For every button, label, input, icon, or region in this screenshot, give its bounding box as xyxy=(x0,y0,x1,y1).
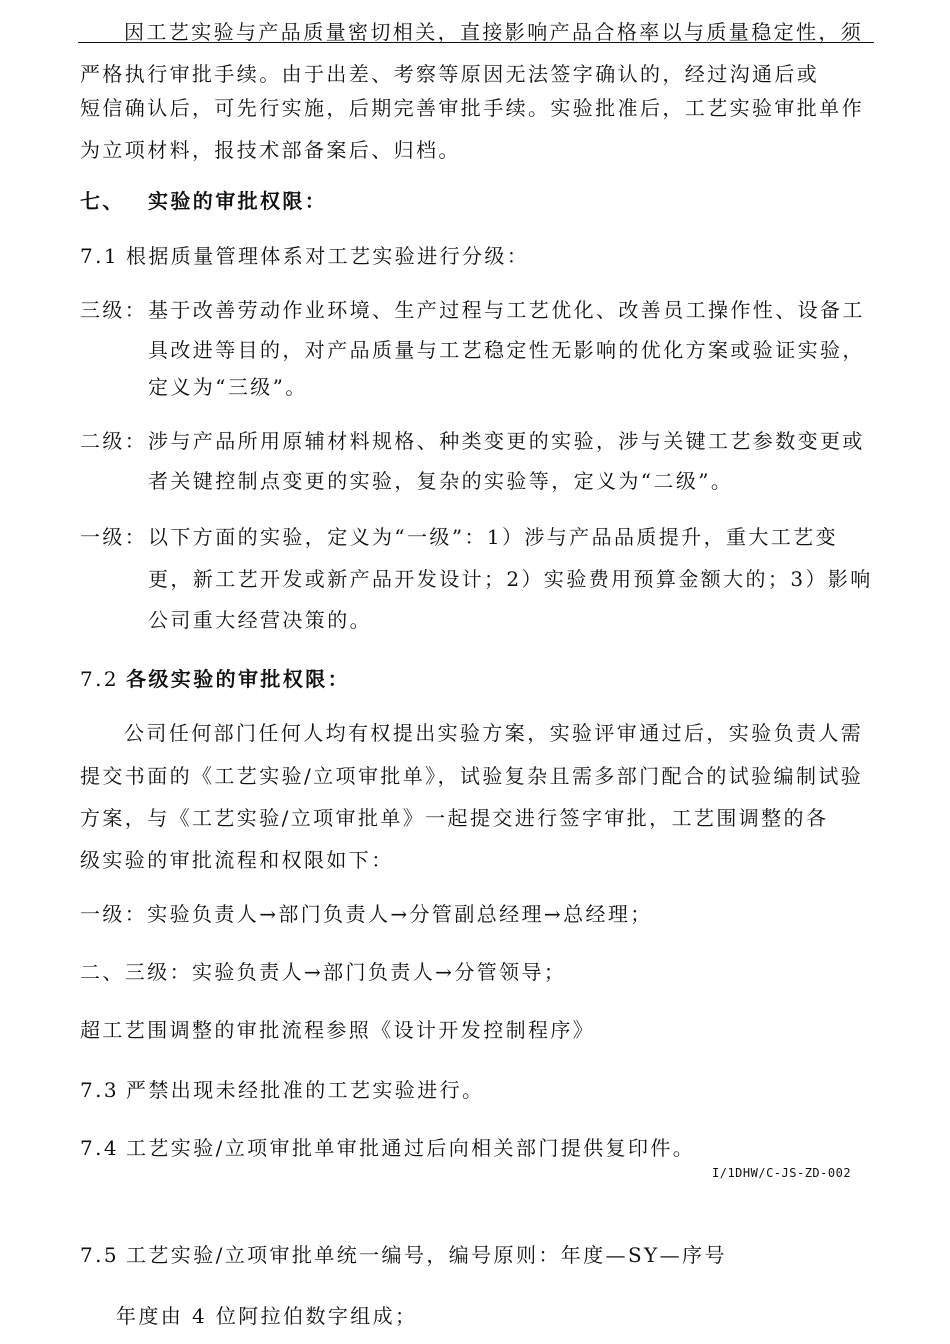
section-7-1-label: 7.1 xyxy=(80,244,120,268)
level-one-line-2: 更，新工艺开发或新产品开发设计；2）实验费用预算金额大的；3）影响 xyxy=(148,567,873,591)
year-note: 年度由 4 位阿拉伯数字组成； xyxy=(116,1304,418,1328)
section-heading: 实验的审批权限： xyxy=(148,189,328,213)
section-7-2-para-line-4: 级实验的审批流程和权限如下： xyxy=(80,848,394,872)
level-two-prefix: 二级： xyxy=(80,429,148,453)
level-three-line-1: 基于改善劳动作业环境、生产过程与工艺优化、改善员工操作性、设备工 xyxy=(148,298,865,322)
section-7-3-label: 7.3 xyxy=(80,1078,120,1102)
intro-line-3: 短信确认后，可先行实施，后期完善审批手续。实验批准后，工艺实验审批单作 xyxy=(80,96,864,120)
section-number: 七、 xyxy=(80,189,125,213)
section-7-3-text: 严禁出现未经批准的工艺实验进行。 xyxy=(126,1078,485,1102)
section-7-1-text: 根据质量管理体系对工艺实验进行分级： xyxy=(126,244,530,268)
level-one-line-3: 公司重大经营决策的。 xyxy=(148,608,372,632)
level-three-line-3: 定义为“三级”。 xyxy=(148,375,308,399)
section-7-2-title: 各级实验的审批权限： xyxy=(126,667,350,691)
section-7-5-text: 工艺实验/立项审批单统一编号，编号原则：年度—SY—序号 xyxy=(126,1243,727,1267)
intro-line-4: 为立项材料，报技术部备案后、归档。 xyxy=(80,138,461,162)
level-three-line-2: 具改进等目的，对产品质量与工艺稳定性无影响的优化方案或验证实验， xyxy=(148,338,865,362)
level-two-line-2: 者关键控制点变更的实验，复杂的实验等，定义为“二级”。 xyxy=(148,469,734,493)
level-two-line-1: 涉与产品所用原辅材料规格、种类变更的实验，涉与关键工艺参数变更或 xyxy=(148,429,865,453)
approval-flow-level-two-three: 二、三级：实验负责人→部门负责人→分管领导； xyxy=(80,960,567,984)
level-one-prefix: 一级： xyxy=(80,525,148,549)
intro-line-2: 严格执行审批手续。由于出差、考察等原因无法签字确认的，经过沟通后或 xyxy=(80,62,820,86)
level-three-prefix: 三级： xyxy=(80,298,148,322)
header-rule xyxy=(78,42,874,43)
approval-flow-over-scope: 超工艺围调整的审批流程参照《设计开发控制程序》 xyxy=(80,1018,596,1042)
section-7-4-text: 工艺实验/立项审批单审批通过后向相关部门提供复印件。 xyxy=(126,1136,696,1160)
section-7-5-label: 7.5 xyxy=(80,1243,120,1267)
approval-flow-level-one: 一级：实验负责人→部门负责人→分管副总经理→总经理； xyxy=(80,902,653,926)
section-7-2-para-line-1: 公司任何部门任何人均有权提出实验方案，实验评审通过后，实验负责人需 xyxy=(124,721,864,745)
section-7-2-para-line-3: 方案，与《工艺实验/立项审批单》一起提交进行签字审批，工艺围调整的各 xyxy=(80,806,829,830)
level-one-line-1: 以下方面的实验，定义为“一级”：1）涉与产品品质提升，重大工艺变 xyxy=(148,525,838,549)
section-7-2-para-line-2: 提交书面的《工艺实验/立项审批单》，试验复杂且需多部门配合的试验编制试验 xyxy=(80,764,864,788)
intro-line-1: 因工艺实验与产品质量密切相关，直接影响产品合格率以与质量稳定性，须 xyxy=(124,20,864,44)
document-code: I/1DHW/C-JS-ZD-002 xyxy=(712,1166,852,1180)
section-7-4-label: 7.4 xyxy=(80,1136,120,1160)
section-7-2-label: 7.2 xyxy=(80,667,120,691)
